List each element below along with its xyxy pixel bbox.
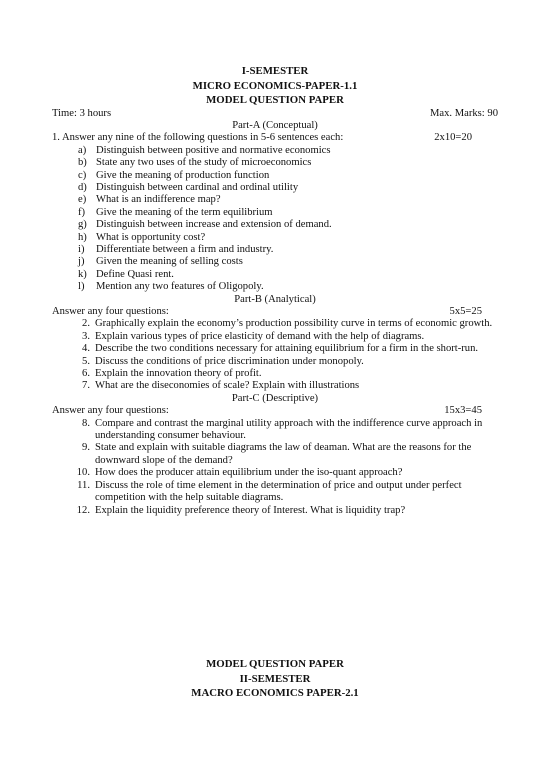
item-text: Give the meaning of the term equilibrium — [96, 206, 273, 218]
document-title: MODEL QUESTION PAPER — [206, 94, 344, 106]
paper-heading: MICRO ECONOMICS-PAPER-1.1 — [192, 79, 358, 92]
item-label: g) — [78, 219, 87, 231]
list-item — [52, 331, 498, 343]
item-text: Explain the innovation theory of profit. — [95, 368, 262, 380]
item-label: 6. — [82, 368, 90, 380]
item-text: How does the producer attain equilibrium under the iso-quant approach? — [95, 467, 403, 479]
item-text: What is opportunity cost? — [96, 231, 206, 243]
time-marks-row — [52, 108, 498, 120]
list-item — [52, 368, 498, 380]
item-label: a) — [78, 144, 87, 156]
item-label: 7. — [82, 380, 90, 392]
list-item — [52, 256, 498, 268]
item-text: Give the meaning of production function — [96, 169, 270, 181]
item-text: Given the meaning of selling costs — [96, 256, 243, 268]
list-item — [52, 219, 498, 231]
item-label: 5. — [82, 355, 90, 367]
footer-document-title: MODEL QUESTION PAPER — [206, 658, 344, 670]
list-item — [52, 356, 498, 368]
item-text: What is an indifference map? — [96, 194, 221, 206]
item-text: Mention any two features of Oligopoly. — [96, 281, 264, 293]
item-label: 12. — [76, 504, 90, 516]
item-text: Define Quasi rent. — [96, 268, 174, 280]
time-allowed: Time: 3 hours — [52, 107, 112, 119]
item-text: Discuss the conditions of price discrimination under monopoly. — [95, 355, 364, 367]
part-b-question-list — [52, 318, 498, 392]
list-item — [52, 170, 498, 182]
item-label: 4. — [82, 343, 90, 355]
part-c-title: Part-C (Descriptive) — [231, 392, 319, 404]
list-item — [52, 442, 498, 467]
part-c-marks: 15x3=45 — [444, 405, 482, 417]
list-item — [52, 244, 498, 256]
part-a-marks: 2x10=20 — [434, 132, 472, 144]
item-label: 2. — [82, 318, 90, 330]
part-b-title: Part-B (Analytical) — [234, 293, 316, 305]
list-item — [52, 418, 498, 443]
item-label: d) — [78, 181, 87, 193]
footer-semester-heading: II-SEMESTER — [239, 672, 311, 685]
list-item — [52, 505, 498, 517]
item-text: Differentiate between a firm and industry. — [96, 243, 274, 255]
item-text: State and explain with suitable diagrams the law of deaman. What are the reasons for the downward slope of the demand? — [95, 442, 472, 466]
item-text: Describe the two conditions necessary for attaining equilibrium for a firm in the short-run. — [95, 343, 479, 355]
item-label: 11. — [77, 479, 90, 491]
item-label: c) — [78, 169, 87, 181]
item-text: Distinguish between increase and extension of demand. — [96, 219, 332, 231]
part-b-marks: 5x5=25 — [449, 306, 482, 317]
list-item — [52, 318, 498, 330]
question-paper — [52, 64, 498, 517]
item-text: State any two uses of the study of microeconomics — [96, 157, 312, 169]
list-item — [52, 232, 498, 244]
item-text: Distinguish between positive and normative economics — [96, 144, 331, 156]
item-label: 8. — [82, 417, 90, 429]
item-label: 9. — [82, 442, 90, 454]
item-label: h) — [78, 231, 87, 243]
item-text: Compare and contrast the marginal utility approach with the indifference curve approach in understanding consumer behaviour. — [95, 417, 483, 442]
list-item — [52, 194, 498, 206]
item-text: Distinguish between cardinal and ordinal utility — [96, 181, 299, 193]
item-label: l) — [78, 281, 85, 293]
part-a-instruction-row — [52, 132, 498, 144]
list-item — [52, 157, 498, 169]
item-label: b) — [78, 157, 87, 169]
part-c-instruction: Answer any four questions: — [52, 405, 169, 417]
list-item — [52, 480, 498, 505]
item-text: Graphically explain the economy’s production possibility curve in terms of economic growth. — [95, 318, 493, 330]
footer-paper-heading: MACRO ECONOMICS PAPER-2.1 — [191, 687, 359, 699]
part-a-title: Part-A (Conceptual) — [232, 119, 318, 131]
max-marks: Max. Marks: 90 — [430, 107, 498, 119]
list-item — [52, 343, 498, 355]
list-item — [52, 269, 498, 281]
item-label: i) — [78, 243, 85, 255]
part-b-instruction-row — [52, 306, 498, 318]
item-label: e) — [78, 194, 87, 206]
item-label: 3. — [82, 330, 90, 342]
semester-heading: I-SEMESTER — [241, 65, 309, 77]
list-item — [52, 182, 498, 194]
list-item — [52, 281, 498, 293]
item-text: Explain the liquidity preference theory of Interest. What is liquidity trap? — [95, 504, 406, 516]
part-c-question-list — [52, 418, 498, 517]
item-label: k) — [78, 268, 87, 280]
item-text: What are the diseconomies of scale? Explain with illustrations — [95, 380, 360, 392]
item-label: f) — [78, 206, 86, 218]
item-text: Explain various types of price elasticity of demand with the help of diagrams. — [95, 330, 425, 342]
item-text: Discuss the role of time element in the determination of price and output under perfect competition with the help suitable diagrams. — [95, 479, 462, 504]
list-item — [52, 380, 498, 392]
part-b-instruction: Answer any four questions: — [52, 306, 169, 317]
list-item — [52, 145, 498, 157]
list-item — [52, 467, 498, 479]
next-paper-heading — [52, 657, 498, 701]
list-item — [52, 207, 498, 219]
item-label: j) — [78, 256, 85, 268]
part-a-instruction: 1. Answer any nine of the following questions in 5-6 sentences each: — [52, 132, 344, 144]
part-c-instruction-row — [52, 405, 498, 417]
part-a-question-list — [52, 145, 498, 294]
item-label: 10. — [76, 467, 90, 479]
